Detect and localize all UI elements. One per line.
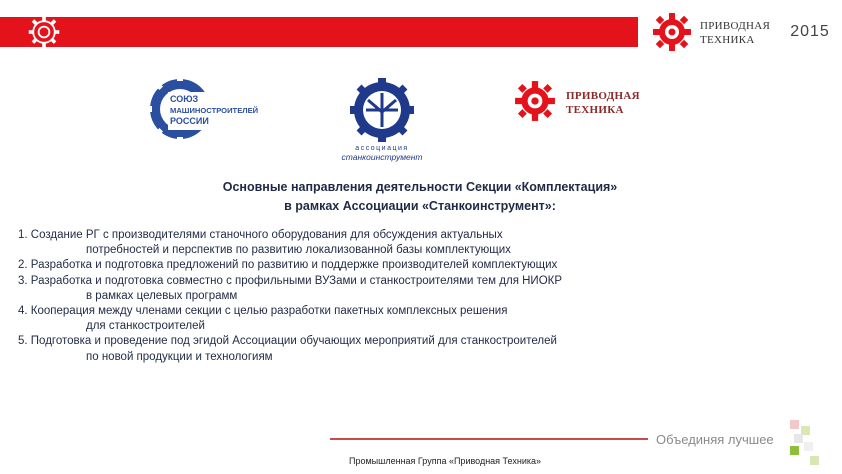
union-line-2: МАШИНОСТРОИТЕЛЕЙ [170,106,258,115]
heading-line-2: в рамках Ассоциации «Станкоинструмент»: [284,199,556,213]
list-item-continuation: потребностей и перспектив по развитию локализованной базы комплектующих [86,244,511,257]
directions-list [18,228,718,365]
decor-square [794,434,803,443]
union-line-3: РОССИИ [170,116,209,126]
slogan: Объединяя лучшее [656,432,774,447]
section-heading [150,178,690,216]
footer-divider [330,438,648,440]
list-item: 2. Разработка и подготовка предложений по развитию и поддержке производителей комплектующих [18,259,558,272]
brand-line-2: ТЕХНИКА [700,34,755,46]
union-of-machine-builders-logo [146,74,258,144]
decorative-squares [790,420,830,470]
decor-square [790,420,799,429]
header-brand [652,12,777,54]
decor-square [804,442,813,451]
header-red-band [0,17,638,47]
list-item: 4. Кооперация между членами секции с целью разработки пакетных комплексных решения [18,305,508,318]
brand-line-1: ПРИВОДНАЯ [700,20,771,32]
gear-logo-icon [26,14,62,50]
privod-gear-icon [514,80,556,122]
list-item-continuation: в рамках целевых программ [86,289,238,302]
list-item-continuation: для станкостроителей [86,320,205,333]
list-item: 3. Разработка и подготовка совместно с профильными ВУЗами и станкостроителями тем для НИОКР [18,274,563,287]
top-bar [0,0,842,65]
decor-square [790,446,799,455]
list-item-continuation: по новой продукции и технологиям [86,350,273,363]
year-label: 2015 [778,17,842,47]
privod-line-2: ТЕХНИКА [566,104,624,116]
stankoinstrument-association-logo [330,76,434,166]
brand-gear-icon [652,12,692,52]
union-line-1: СОЮЗ [170,94,199,104]
association-caption-1: ассоциация [355,145,409,152]
footer-company: Промышленная Группа «Приводная Техника» [349,456,541,466]
list-item: 5. Подготовка и проведение под эгидой Ассоциации обучающих мероприятий для станкостроителей [18,335,557,348]
association-caption-2: станкоинструмент [341,152,423,162]
heading-line-1: Основные направления деятельности Секции «Комплектация» [222,180,618,194]
privod-line-1: ПРИВОДНАЯ [566,90,640,102]
privod-technika-logo [514,80,644,122]
list-item: 1. Создание РГ с производителями станочного оборудования для обсуждения актуальных [18,229,503,241]
decor-square [810,456,819,465]
